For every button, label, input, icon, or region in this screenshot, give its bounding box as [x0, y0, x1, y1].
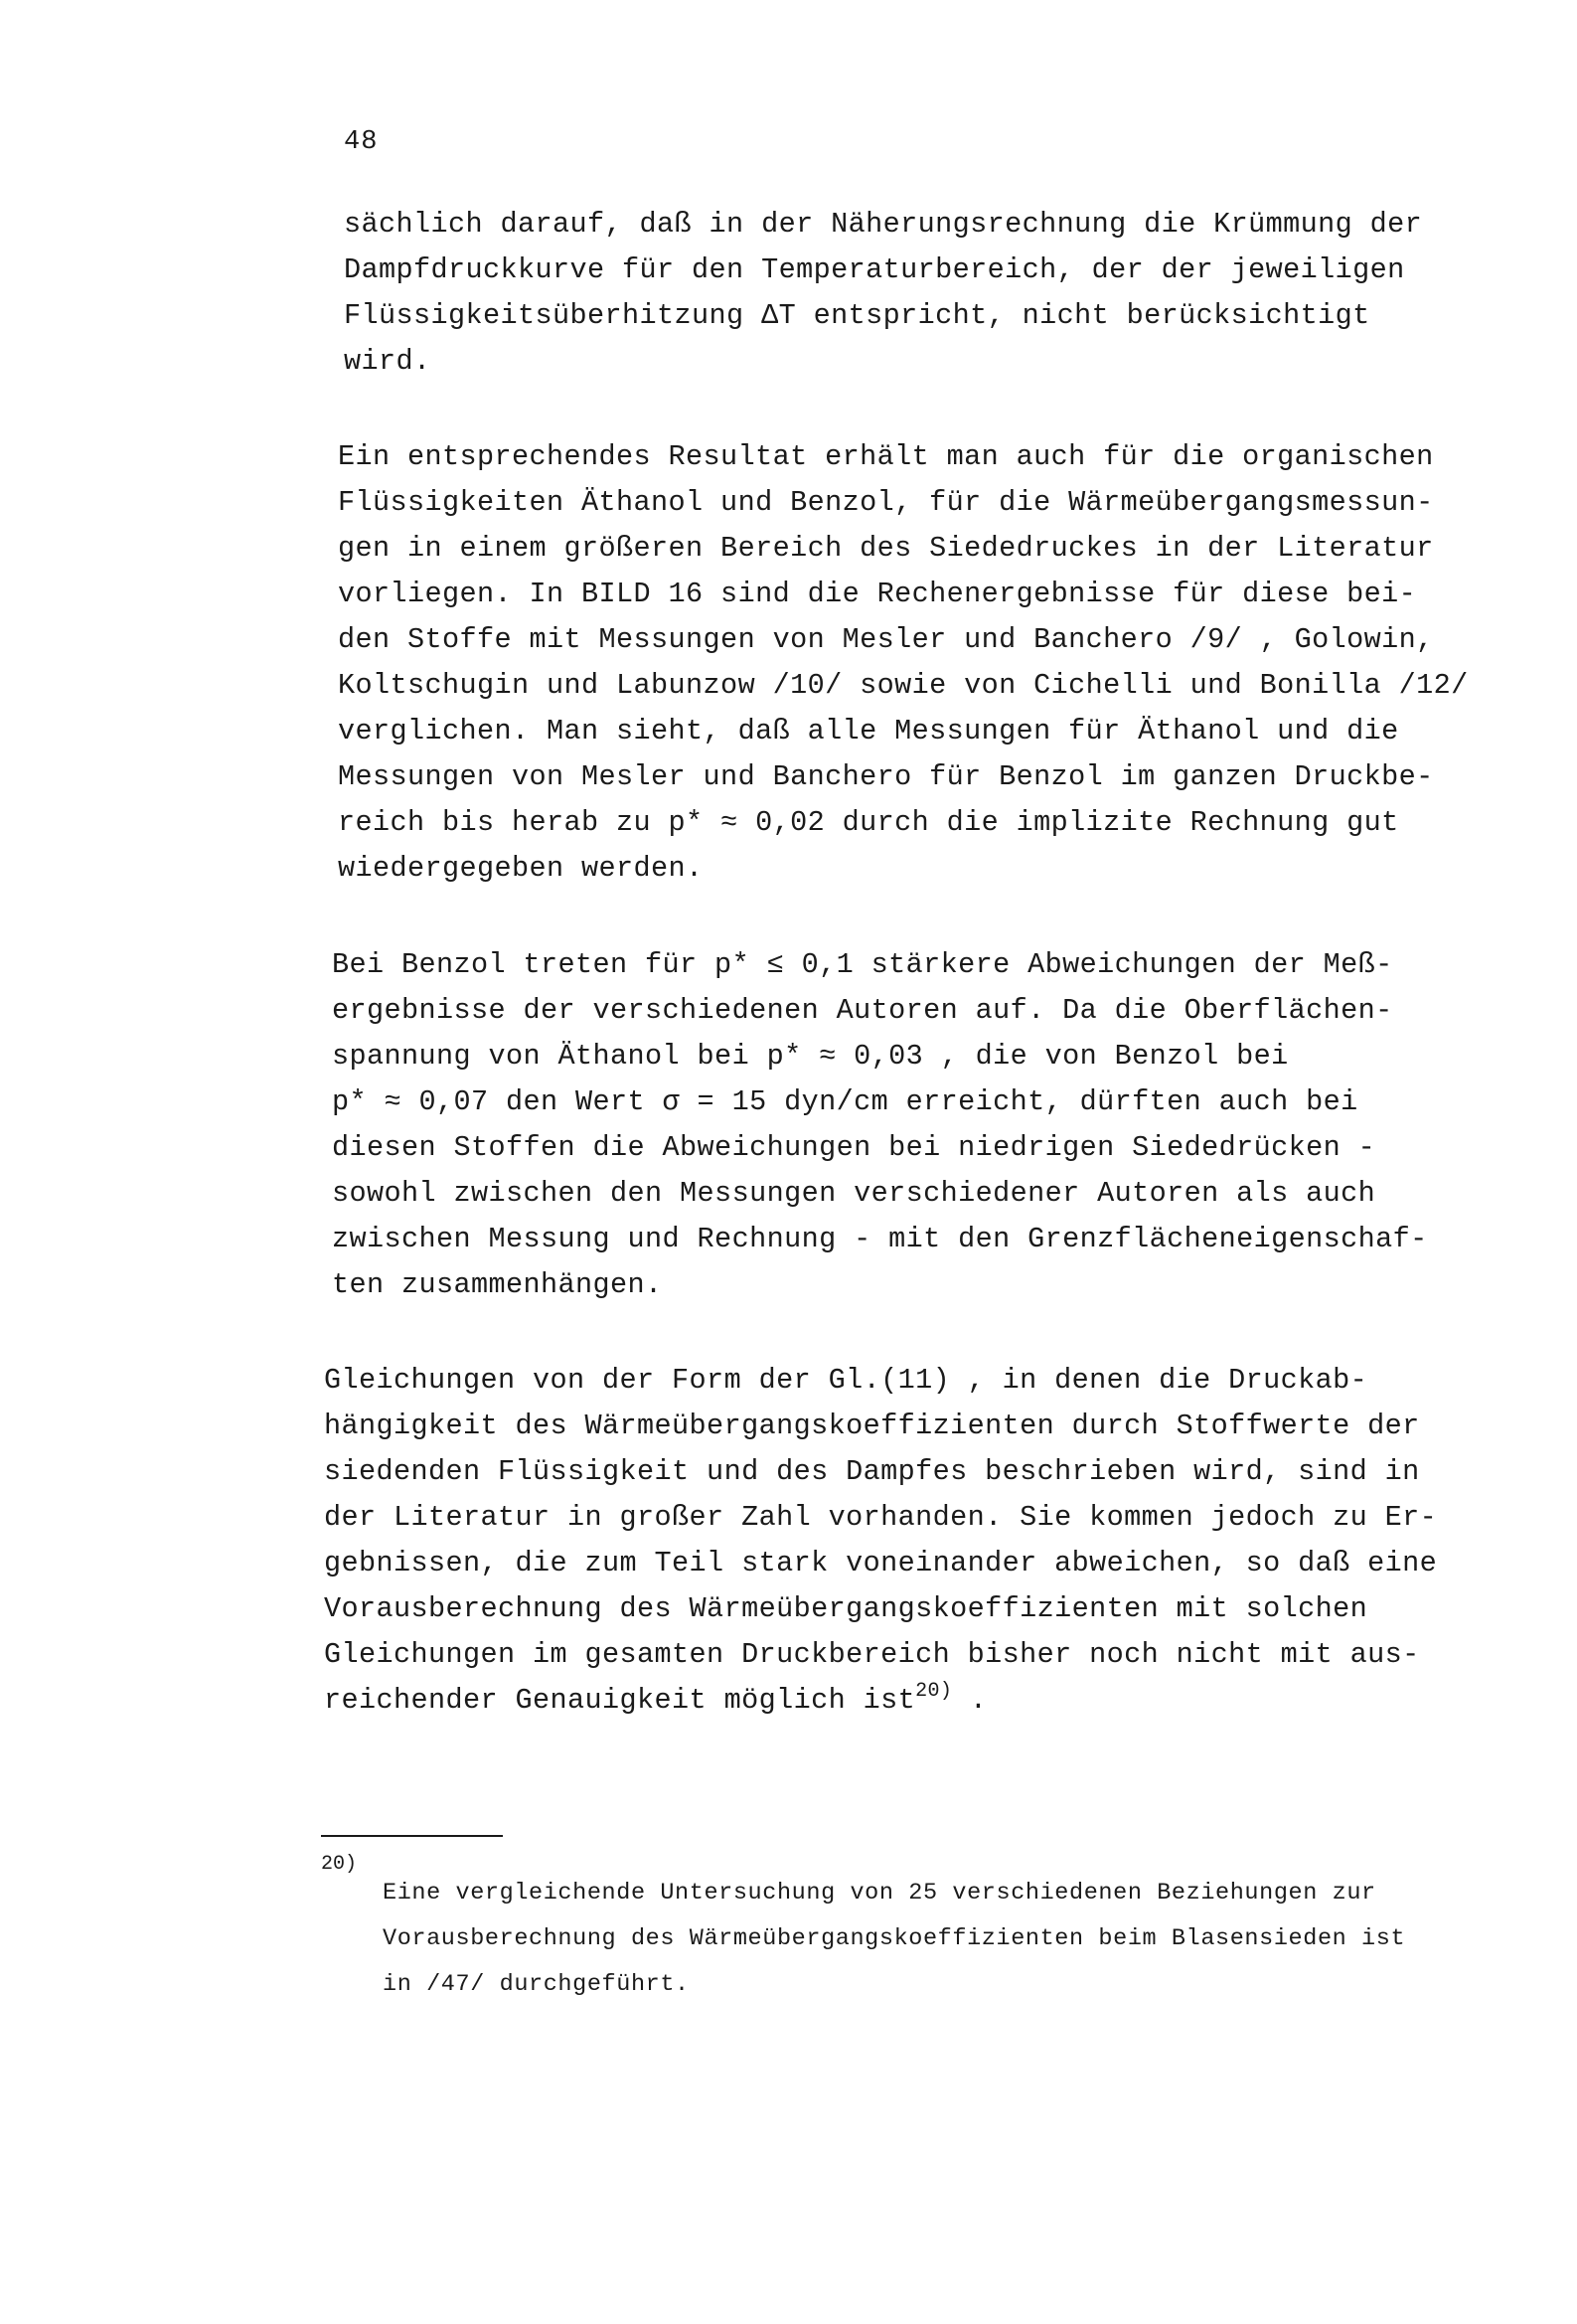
text-line: Flüssigkeiten Äthanol und Benzol, für die Wärmeübergangsmessun- — [338, 486, 1434, 519]
footnote-line: Vorausberechnung des Wärmeübergangskoeffizienten beim Blasensieden ist — [383, 1925, 1406, 1952]
text-line: Koltschugin und Labunzow /10/ sowie von Cichelli und Bonilla /12/ — [338, 669, 1469, 702]
text-line: vorliegen. In BILD 16 sind die Rechenergebnisse für diese bei- — [338, 578, 1417, 610]
text-line: zwischen Messung und Rechnung - mit den Grenzflächeneigenschaf- — [332, 1223, 1428, 1255]
paragraph-3 — [332, 942, 1534, 1308]
text-line-segment: reichender Genauigkeit möglich ist — [324, 1684, 916, 1717]
page-number: 48 — [344, 127, 379, 157]
text-line: spannung von Äthanol bei p* ≈ 0,03 , die von Benzol bei — [332, 1040, 1289, 1073]
text-line: ergebnisse der verschiedenen Autoren auf. Da die Oberflächen- — [332, 994, 1393, 1027]
text-line: Messungen von Mesler und Banchero für Benzol im ganzen Druckbe- — [338, 760, 1434, 793]
text-line: p* ≈ 0,07 den Wert σ = 15 dyn/cm erreicht, dürften auch bei — [332, 1085, 1358, 1118]
text-line: siedenden Flüssigkeit und des Dampfes beschrieben wird, sind in — [324, 1455, 1420, 1488]
text-line: verglichen. Man sieht, daß alle Messungen für Äthanol und die — [338, 715, 1399, 747]
footnote-reference: 20) — [915, 1680, 953, 1703]
text-line: diesen Stoffen die Abweichungen bei niedrigen Siededrücken - — [332, 1131, 1376, 1164]
paragraph-2 — [338, 434, 1540, 892]
text-line: der Literatur in großer Zahl vorhanden. Sie kommen jedoch zu Er- — [324, 1501, 1438, 1534]
footnote-divider — [321, 1835, 503, 1837]
paragraph-4 — [324, 1358, 1526, 1724]
text-line: den Stoffe mit Messungen von Mesler und Banchero /9/ , Golowin, — [338, 623, 1434, 656]
text-line: gen in einem größeren Bereich des Siededruckes in der Literatur — [338, 532, 1434, 565]
text-line: sowohl zwischen den Messungen verschiedener Autoren als auch — [332, 1177, 1376, 1210]
footnote-text — [383, 1871, 1405, 2008]
text-line: Ein entsprechendes Resultat erhält man auch für die organischen — [338, 440, 1434, 473]
text-line: reich bis herab zu p* ≈ 0,02 durch die implizite Rechnung gut — [338, 806, 1399, 839]
text-line: Flüssigkeitsüberhitzung ΔT entspricht, nicht berücksichtigt — [344, 299, 1370, 332]
text-line: wiedergegeben werden. — [338, 852, 704, 885]
text-line: gebnissen, die zum Teil stark voneinander abweichen, so daß eine — [324, 1547, 1438, 1579]
footnote-marker: 20) — [321, 1853, 358, 1876]
footnote-line: Eine vergleichende Untersuchung von 25 verschiedenen Beziehungen zur — [383, 1880, 1376, 1907]
text-line: Gleichungen von der Form der Gl.(11) , in denen die Druckab- — [324, 1364, 1368, 1397]
text-line: Vorausberechnung des Wärmeübergangskoeffizienten mit solchen — [324, 1592, 1368, 1625]
paragraph-1 — [344, 202, 1546, 385]
footnote-line: in /47/ durchgeführt. — [383, 1971, 690, 1998]
text-line-end: . — [952, 1684, 988, 1717]
text-line: Bei Benzol treten für p* ≤ 0,1 stärkere Abweichungen der Meß- — [332, 948, 1393, 981]
text-line-with-footnote-ref — [324, 1678, 1526, 1724]
text-line: wird. — [344, 345, 431, 378]
text-line: Gleichungen im gesamten Druckbereich bisher noch nicht mit aus- — [324, 1638, 1420, 1671]
text-line: Dampfdruckkurve für den Temperaturbereich, der der jeweiligen — [344, 253, 1405, 286]
text-line: ten zusammenhängen. — [332, 1268, 663, 1301]
text-line: hängigkeit des Wärmeübergangskoeffizienten durch Stoffwerte der — [324, 1410, 1420, 1442]
text-line: sächlich darauf, daß in der Näherungsrechnung die Krümmung der — [344, 208, 1423, 241]
